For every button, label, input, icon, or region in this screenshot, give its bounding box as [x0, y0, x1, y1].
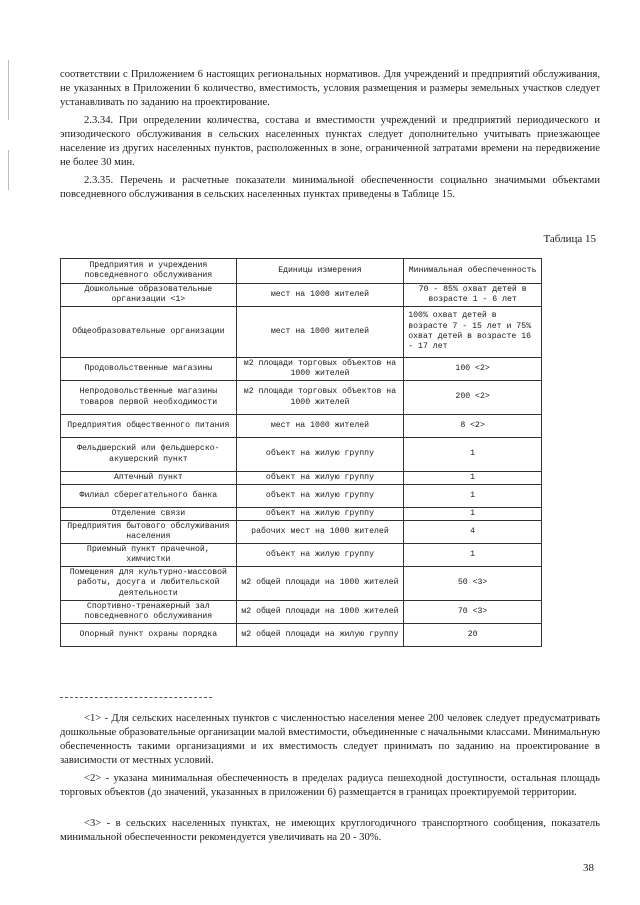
- cell-value: 1: [404, 472, 542, 485]
- cell-enterprise: Предприятия бытового обслуживания населения: [61, 521, 237, 544]
- cell-unit: объект на жилую группу: [236, 508, 404, 521]
- cell-unit: объект на жилую группу: [236, 544, 404, 567]
- cell-value: 1: [404, 508, 542, 521]
- header-min-provision: Минимальная обеспеченность: [404, 259, 542, 284]
- cell-value: 100 <2>: [404, 358, 542, 381]
- table-caption: Таблица 15: [543, 233, 596, 245]
- cell-unit: мест на 1000 жителей: [236, 415, 404, 438]
- table-row: [61, 284, 542, 307]
- cell-enterprise: Спортивно-тренажерный зал повседневного обслуживания: [61, 601, 237, 624]
- cell-enterprise: Аптечный пункт: [61, 472, 237, 485]
- cell-unit: мест на 1000 жителей: [236, 284, 404, 307]
- cell-enterprise: Приемный пункт прачечной, химчистки: [61, 544, 237, 567]
- cell-unit: м2 площади торговых объектов на 1000 жителей: [236, 381, 404, 415]
- cell-value: 4: [404, 521, 542, 544]
- norms-table: [60, 258, 542, 647]
- cell-enterprise: Общеобразовательные организации: [61, 307, 237, 358]
- cell-enterprise: Опорный пункт охраны порядка: [61, 624, 237, 647]
- cell-value: 50 <3>: [404, 567, 542, 601]
- cell-unit: объект на жилую группу: [236, 472, 404, 485]
- cell-unit: м2 общей площади на 1000 жителей: [236, 601, 404, 624]
- footnote-1: <1> - Для сельских населенных пунктов с численностью населения менее 200 человек следует предусматривать дошкольные образовательные организации малой вместимости, объединенные с начальными классами. Минимальную обеспеченность такими организациями и их вместимость следует принимать по заданию на проектирование в зависимости от местных условий.: [60, 713, 600, 766]
- table-row: [61, 438, 542, 472]
- paragraph-2-3-34: 2.3.34. При определении количества, состава и вместимости учреждений и предприятий периодического и эпизодического обслуживания в сельских населенных пунктах следует дополнительно учитывать приезжающее население из других населенных пунктов, расположенных в зоне, ограниченной затратами времени на передвижение не более 30 мин.: [60, 115, 600, 168]
- cell-value: 70 - 85% охват детей в возрасте 1 - 6 лет: [404, 284, 542, 307]
- cell-value: 8 <2>: [404, 415, 542, 438]
- cell-value: 70 <3>: [404, 601, 542, 624]
- scan-edge-mark: [8, 60, 9, 120]
- cell-enterprise: Дошкольные образовательные организации <1>: [61, 284, 237, 307]
- cell-value: 1: [404, 544, 542, 567]
- table-row: [61, 544, 542, 567]
- scan-edge-mark: [8, 150, 9, 190]
- cell-unit: м2 площади торговых объектов на 1000 жителей: [236, 358, 404, 381]
- cell-unit: м2 общей площади на 1000 жителей: [236, 567, 404, 601]
- cell-value: 200 <2>: [404, 381, 542, 415]
- footnote-3: <3> - в сельских населенных пунктах, не имеющих круглогодичного транспортного сообщения, показатель минимальной обеспеченности рекомендуется увеличивать на 20 - 30%.: [60, 818, 600, 843]
- page-number: 38: [583, 862, 594, 874]
- cell-unit: объект на жилую группу: [236, 485, 404, 508]
- table-row: [61, 624, 542, 647]
- cell-value: 100% охват детей в возрасте 7 - 15 лет и 75% охват детей в возрасте 16 - 17 лет: [404, 307, 542, 358]
- table-row: [61, 415, 542, 438]
- cell-value: 20: [404, 624, 542, 647]
- table-header-row: [61, 259, 542, 284]
- cell-unit: м2 общей площади на жилую группу: [236, 624, 404, 647]
- table-row: [61, 508, 542, 521]
- table-row: [61, 601, 542, 624]
- cell-enterprise: Продовольственные магазины: [61, 358, 237, 381]
- table-row: [61, 567, 542, 601]
- paragraph-2-3-35: 2.3.35. Перечень и расчетные показатели минимальной обеспеченности социально значимыми объектами повседневного обслуживания в сельских населенных пунктах приведены в Таблице 15.: [60, 175, 600, 200]
- cell-unit: мест на 1000 жителей: [236, 307, 404, 358]
- table-row: [61, 521, 542, 544]
- cell-enterprise: Филиал сберегательного банка: [61, 485, 237, 508]
- cell-enterprise: Помещения для культурно-массовой работы, досуга и любительской деятельности: [61, 567, 237, 601]
- cell-enterprise: Фельдшерский или фельдшерско-акушерский пункт: [61, 438, 237, 472]
- cell-value: 1: [404, 485, 542, 508]
- cell-enterprise: Предприятия общественного питания: [61, 415, 237, 438]
- cell-enterprise: Непродовольственные магазины товаров первой необходимости: [61, 381, 237, 415]
- table-row: [61, 472, 542, 485]
- paragraph-appendix-reference: соответствии с Приложением 6 настоящих региональных нормативов. Для учреждений и предприятий обслуживания, не указанных в Приложении 6 количество, вместимость, условия размещения и размеры земельных участков следует устанавливать по заданию на проектирование.: [60, 69, 600, 108]
- table-row: [61, 381, 542, 415]
- cell-unit: объект на жилую группу: [236, 438, 404, 472]
- table-row: [61, 358, 542, 381]
- cell-unit: рабочих мест на 1000 жителей: [236, 521, 404, 544]
- footnote-separator: [60, 697, 212, 698]
- header-units: Единицы измерения: [236, 259, 404, 284]
- header-enterprises: Предприятия и учреждения повседневного обслуживания: [61, 259, 237, 284]
- table-row: [61, 485, 542, 508]
- footnote-2: <2> - указана минимальная обеспеченность в пределах радиуса пешеходной доступности, остальная площадь торговых объектов (до значений, указанных в приложении 6) размещается в границах проектируемой территории.: [60, 773, 600, 798]
- cell-value: 1: [404, 438, 542, 472]
- table-row: [61, 307, 542, 358]
- cell-enterprise: Отделение связи: [61, 508, 237, 521]
